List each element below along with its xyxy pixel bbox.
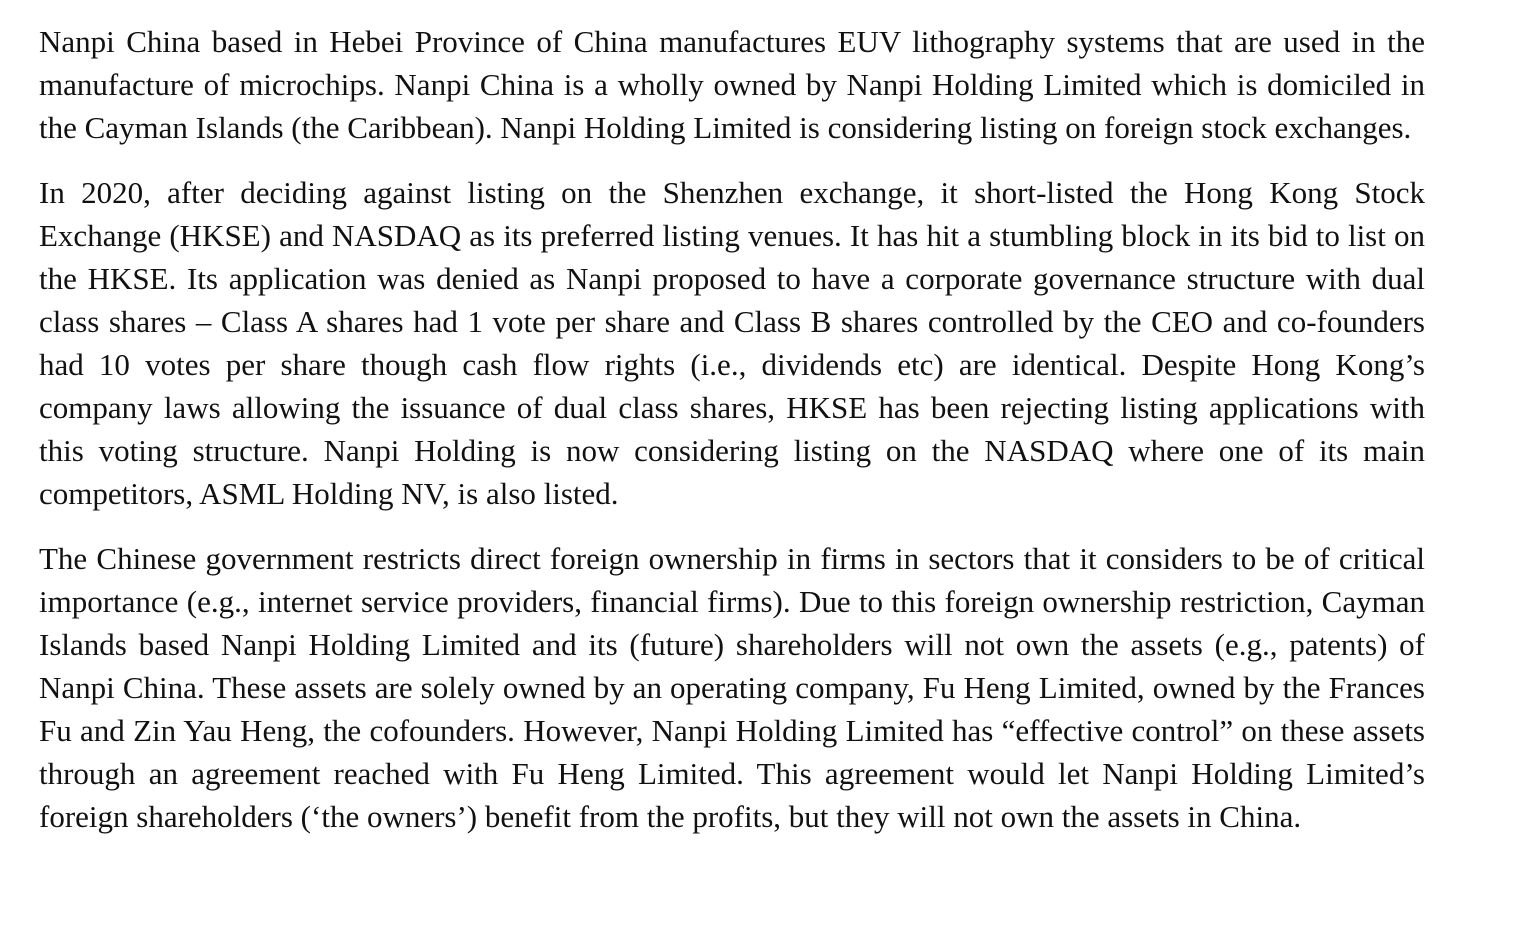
- document-body: [39, 20, 1425, 838]
- paragraph-ownership-restriction: The Chinese government restricts direct foreign ownership in firms in sectors that it considers to be of critical importance (e.g., internet service providers, financial firms). Due to this foreign ownership restriction, Cayman Islands based Nanpi Holding Limited and its (future) shareholders will not own the assets (e.g., patents) of Nanpi China. These assets are solely owned by an operating company, Fu Heng Limited, owned by the Frances Fu and Zin Yau Heng, the cofounders. However, Nanpi Holding Limited has “effective control” on these assets through an agreement reached with Fu Heng Limited. This agreement would let Nanpi Holding Limited’s foreign shareholders (‘the owners’) benefit from the profits, but they will not own the assets in China.: [39, 541, 1425, 834]
- paragraph-listing-history: In 2020, after deciding against listing on the Shenzhen exchange, it short-listed the Hong Kong Stock Exchange (HKSE) and NASDAQ as its preferred listing venues. It has hit a stumbling block in its bid to list on the HKSE. Its application was denied as Nanpi proposed to have a corporate governance structure with dual class shares – Class A shares had 1 vote per share and Class B shares controlled by the CEO and co-founders had 10 votes per share though cash flow rights (i.e., dividends etc) are identical. Despite Hong Kong’s company laws allowing the issuance of dual class shares, HKSE has been rejecting listing applications with this voting structure. Nanpi Holding is now considering listing on the NASDAQ where one of its main competitors, ASML Holding NV, is also listed.: [39, 175, 1425, 511]
- paragraph-company-background: Nanpi China based in Hebei Province of China manufactures EUV lithography systems that are used in the manufacture of microchips. Nanpi China is a wholly owned by Nanpi Holding Limited which is domiciled in the Cayman Islands (the Caribbean). Nanpi Holding Limited is considering listing on foreign stock exchanges.: [39, 24, 1425, 145]
